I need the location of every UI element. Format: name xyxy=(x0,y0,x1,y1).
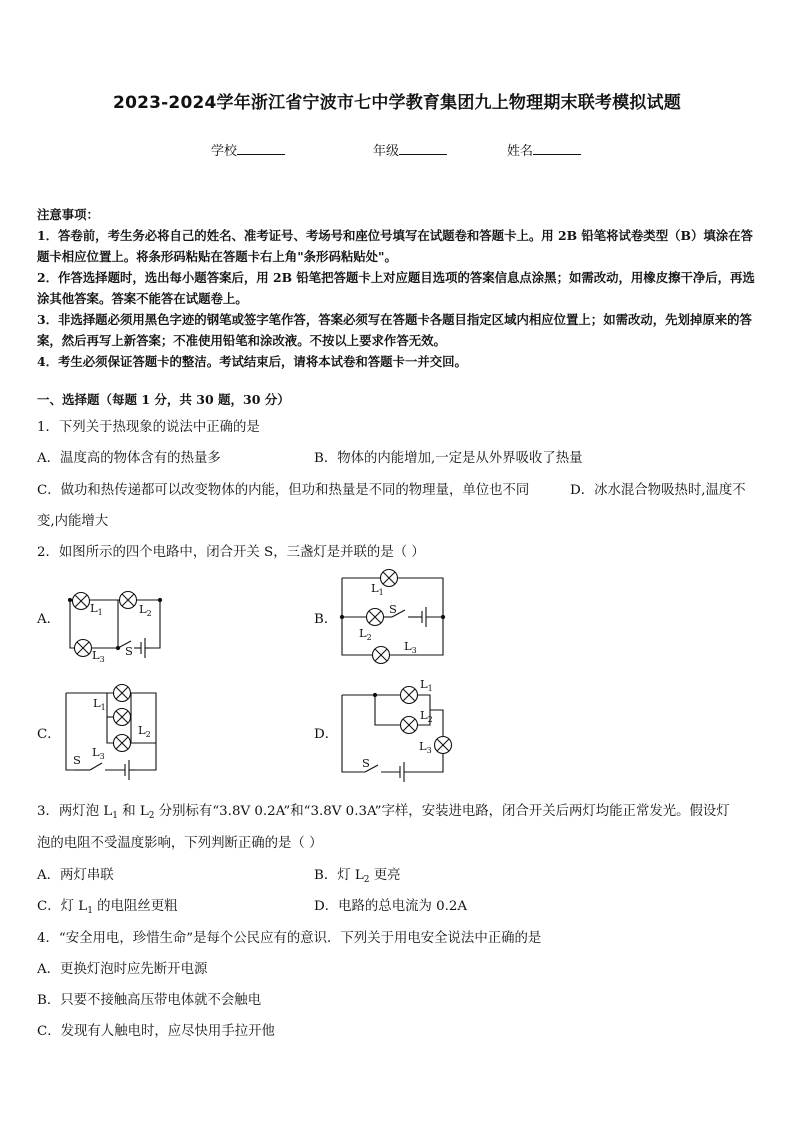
section-heading: 一、选择题（每题 1 分，共 30 题，30 分） xyxy=(37,392,290,407)
page-title: 2023-2024学年浙江省宁波市七中学教育集团九上物理期末联考模拟试题 xyxy=(113,93,681,113)
lamp-label-l2: $L_2$ xyxy=(139,602,152,618)
q4-option-a: A．更换灯泡时应先断开电源 xyxy=(37,962,208,977)
q1-option-b: B．物体的内能增加,一定是从外界吸收了热量 xyxy=(314,451,583,466)
name-label: 姓名 xyxy=(507,144,534,159)
q2-label-a: A． xyxy=(37,612,61,627)
q2-stem: 2．如图所示的四个电路中，闭合开关 S，三盏灯是并联的是（ ） xyxy=(37,545,425,560)
q1-option-d-cont: 变,内能增大 xyxy=(37,514,109,529)
lamp-label-l2: $L_2$ xyxy=(359,626,372,642)
switch-label: S xyxy=(389,602,397,616)
lamp-label-l3: $L_3$ xyxy=(92,745,105,761)
q3-option-d: D．电路的总电流为 0.2A xyxy=(314,899,468,914)
q3-option-b: B．灯 $L_2$ 更亮 xyxy=(314,868,401,885)
note-item: 2．作答选择题时，选出每小题答案后，用 2B 铅笔把答题卡上对应题目选项的答案信息点涂黑；如需改动，用橡皮擦干净后，再选涂其他答案。答案不能答在试题卷上。 xyxy=(37,270,755,306)
circuit-a xyxy=(68,592,161,659)
q3-stem-cont: 泡的电阻不受温度影响，下列判断正确的是（ ） xyxy=(37,836,323,851)
note-item: 3．非选择题必须用黑色字迹的钢笔或签字笔作答，答案必须写在答题卡各题目指定区域内相应位置上；如需改动，先划掉原来的答案，然后再写上新答案；不准使用铅笔和涂改液。不按以上要求作答无效。 xyxy=(37,312,752,348)
q3-option-c: C．灯 $L_1$ 的电阻丝更粗 xyxy=(37,899,178,916)
q4-option-c: C．发现有人触电时，应尽快用手拉开他 xyxy=(37,1024,275,1039)
switch-label: S xyxy=(73,753,81,767)
circuit-b xyxy=(340,570,444,664)
lamp-label-l1: $L_1$ xyxy=(93,696,106,712)
q4-stem: 4．“安全用电，珍惜生命”是每个公民应有的意识．下列关于用电安全说法中正确的是 xyxy=(37,931,542,946)
lamp-label-l2: $L_2$ xyxy=(420,708,433,724)
q2-label-b: B． xyxy=(314,612,338,627)
note-item: 4．考生必须保证答题卡的整洁。考试结束后，请将本试卷和答题卡一并交回。 xyxy=(37,354,467,369)
q2-label-d: D． xyxy=(314,727,339,742)
lamp-label-l1: $L_1$ xyxy=(371,581,384,597)
switch-label: S xyxy=(125,644,133,658)
lamp-label-l3: $L_3$ xyxy=(419,739,432,755)
q3-option-a: A．两灯串联 xyxy=(37,868,114,883)
q1-option-c: C．做功和热传递都可以改变物体的内能，但功和热量是不同的物理量，单位也不同 xyxy=(37,483,530,498)
circuit-d xyxy=(342,687,452,783)
lamp-label-l1: $L_1$ xyxy=(90,601,103,617)
note-item: 1．答卷前，考生务必将自己的姓名、准考证号、考场号和座位号填写在试题卷和答题卡上。用 2B 铅笔将试卷类型（B）填涂在答题卡相应位置上。将条形码粘贴在答题卡右上角"条形码粘贴处"。 xyxy=(37,228,753,264)
lamp-label-l2: $L_2$ xyxy=(138,723,151,739)
lamp-label-l3: $L_3$ xyxy=(404,639,417,655)
notes-heading: 注意事项： xyxy=(37,207,99,222)
q2-label-c: C． xyxy=(37,727,61,742)
lamp-label-l3: $L_3$ xyxy=(92,648,105,664)
q3-stem: 3．两灯泡 $L_1$ 和 $L_2$ 分别标有“3.8V 0.2A”和“3.8V 0.3A”字样，安装进电路，闭合开关后两灯均能正常发光。假设灯 xyxy=(37,804,730,821)
lamp-label-l1: $L_1$ xyxy=(420,677,433,693)
q4-option-b: B．只要不接触高压带电体就不会触电 xyxy=(37,993,262,1008)
q1-option-d: D．冰水混合物吸热时,温度不 xyxy=(570,483,746,498)
switch-label: S xyxy=(362,756,370,770)
grade-label: 年级 xyxy=(373,144,400,159)
school-label: 学校 xyxy=(211,144,238,159)
q1-stem: 1．下列关于热现象的说法中正确的是 xyxy=(37,420,260,435)
q1-option-a: A．温度高的物体含有的热量多 xyxy=(37,451,221,466)
